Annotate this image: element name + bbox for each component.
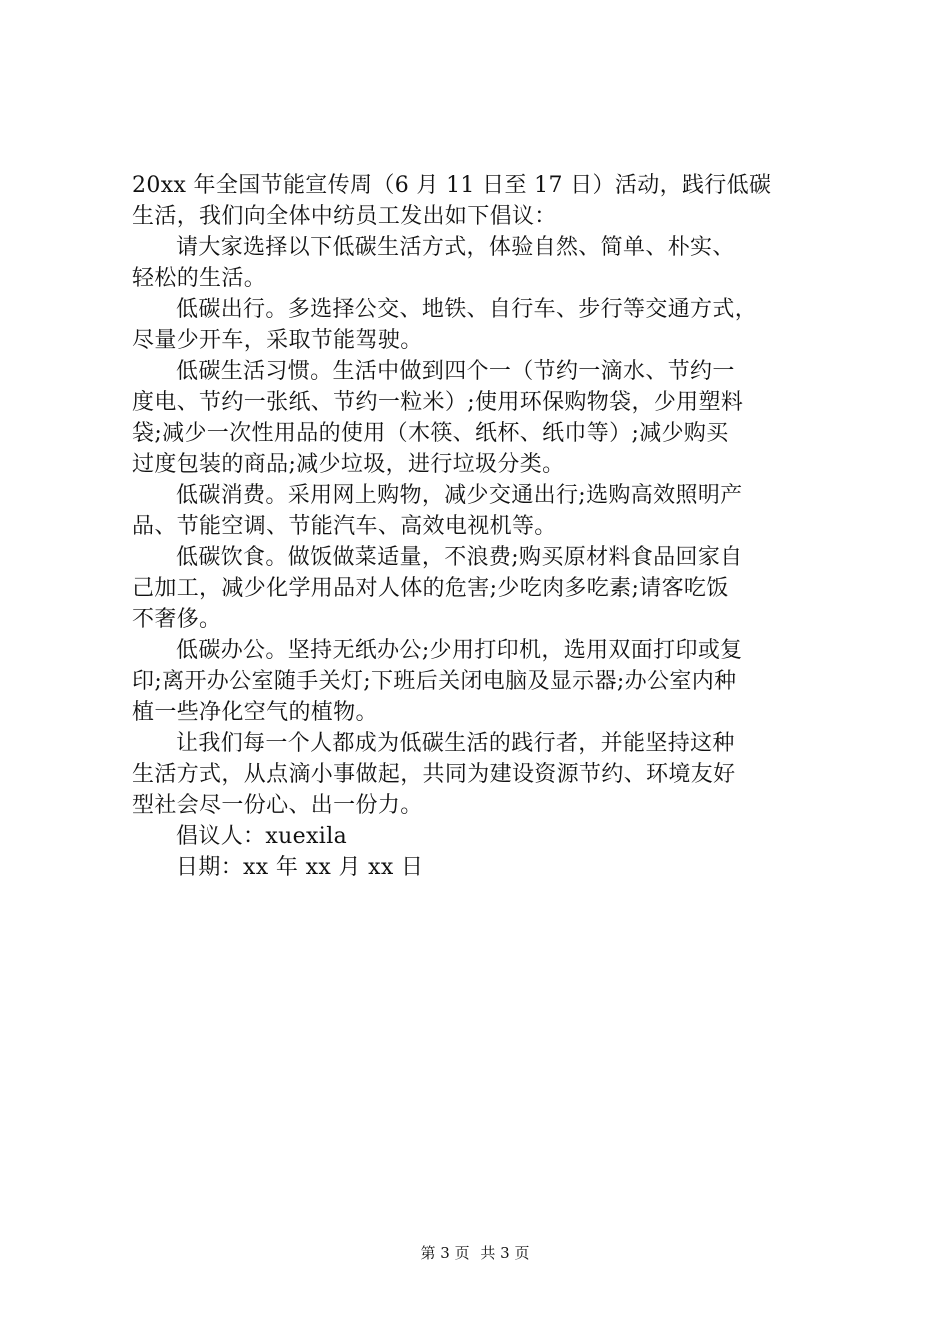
text-line: 袋;减少一次性用品的使用（木筷、纸杯、纸巾等）;减少购买 (132, 421, 729, 446)
text-line: 度电、节约一张纸、节约一粒米）;使用环保购物袋，少用塑料 (132, 390, 744, 415)
text-line: 不奢侈。 (132, 607, 222, 632)
text-line: 植一些净化空气的植物。 (132, 700, 378, 725)
text-line: 型社会尽一份心、出一份力。 (132, 793, 423, 818)
initiator-line: 倡议人：xuexila (176, 824, 348, 849)
text-line: 低碳生活习惯。生活中做到四个一（节约一滴水、节约一 (176, 359, 735, 384)
text-line: 品、节能空调、节能汽车、高效电视机等。 (132, 514, 557, 539)
text-line: 低碳消费。采用网上购物，减少交通出行;选购高效照明产 (176, 483, 743, 508)
document-body (132, 170, 832, 883)
text-line: 印;离开办公室随手关灯;下班后关闭电脑及显示器;办公室内种 (132, 669, 737, 694)
text-line: 过度包装的商品;减少垃圾，进行垃圾分类。 (132, 452, 565, 477)
text-line: 己加工，减少化学用品对人体的危害;少吃肉多吃素;请客吃饭 (132, 576, 729, 601)
text-line: 轻松的生活。 (132, 266, 267, 291)
text-line: 低碳办公。坚持无纸办公;少用打印机，选用双面打印或复 (176, 638, 743, 663)
text-line: 尽量少开车，采取节能驾驶。 (132, 328, 423, 353)
text-line: 让我们每一个人都成为低碳生活的践行者，并能坚持这种 (176, 731, 735, 756)
text-line: 低碳饮食。做饭做菜适量，不浪费;购买原材料食品回家自 (176, 545, 743, 570)
text-line: 20xx 年全国节能宣传周（6 月 11 日至 17 日）活动，践行低碳 (132, 173, 772, 198)
text-line: 请大家选择以下低碳生活方式，体验自然、简单、朴实、 (176, 235, 735, 260)
page-number: 第 3 页 (420, 1244, 470, 1262)
page-footer (0, 1243, 950, 1263)
text-line: 低碳出行。多选择公交、地铁、自行车、步行等交通方式， (176, 297, 758, 322)
text-line: 生活，我们向全体中纺员工发出如下倡议： (132, 204, 557, 229)
page-total: 共 3 页 (480, 1244, 530, 1262)
date-line: 日期：xx 年 xx 月 xx 日 (176, 855, 424, 880)
text-line: 生活方式，从点滴小事做起，共同为建设资源节约、环境友好 (132, 762, 736, 787)
